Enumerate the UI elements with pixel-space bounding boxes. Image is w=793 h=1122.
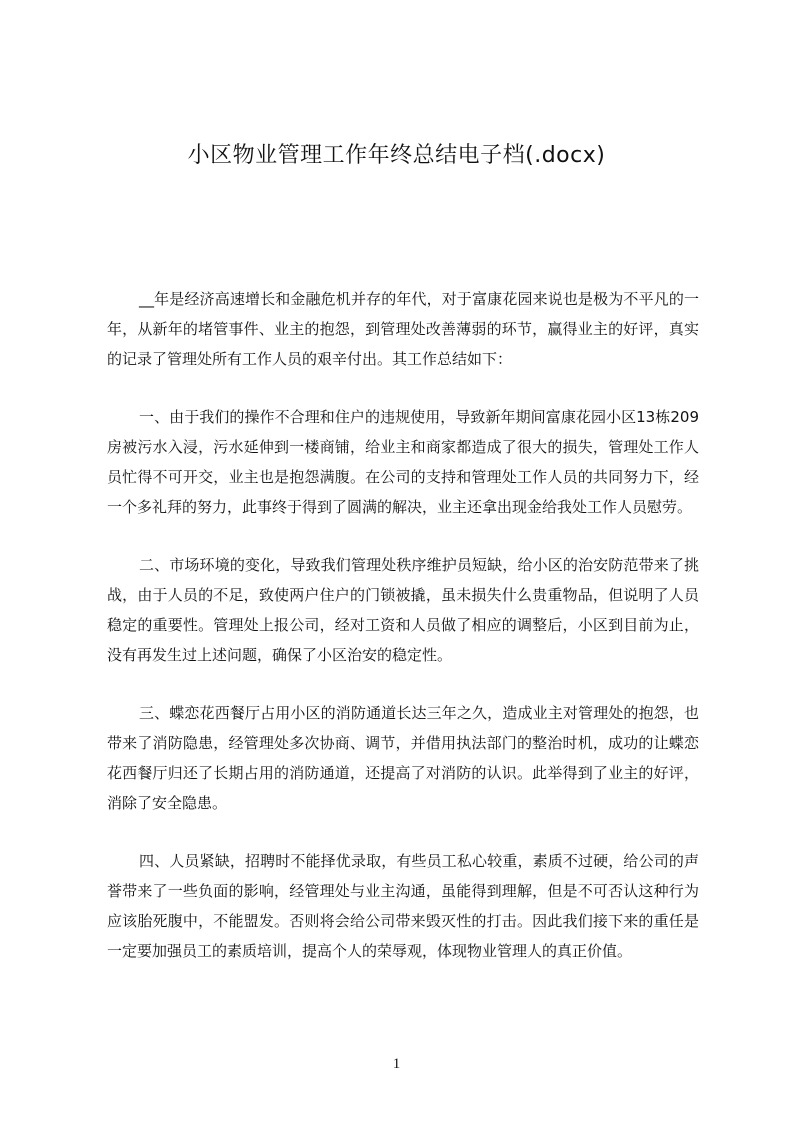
paragraph-item-1: 一、由于我们的操作不合理和住户的违规使用，导致新年期间富康花园小区13栋209房被污水入浸，污水延伸到一楼商铺，给业主和商家都造成了很大的损失，管理处工作人员忙得不可开交，业主也是抱怨满腹。在公司的支持和管理处工作人员的共同努力下，经一个多礼拜的努力，此事终于得到了圆满的解决，业主还拿出现金给我处工作人员慰劳。 (107, 408, 699, 516)
paragraph-item-2: 二、市场环境的变化，导致我们管理处秩序维护员短缺，给小区的治安防范带来了挑战，由于人员的不足，致使两户住户的门锁被撬，虽未损失什么贵重物品，但说明了人员稳定的重要性。管理处上报公司，经对工资和人员做了相应的调整后，小区到目前为止，没有再发生过上述问题，确保了小区治安的稳定性。 (107, 556, 699, 664)
document-title: 小区物业管理工作年终总结电子档(.docx) (187, 143, 606, 168)
paragraph-item-4: 四、人员紧缺，招聘时不能择优录取，有些员工私心较重，素质不过硬，给公司的声誉带来了一些负面的影响，经管理处与业主沟通，虽能得到理解，但是不可否认这种行为应该胎死腹中，不能盟发。否则将会给公司带来毁灭性的打击。因此我们接下来的重任是一定要加强员工的素质培训，提高个人的荣辱观，体现物业管理人的真正价值。 (107, 852, 699, 960)
document-body (107, 284, 699, 994)
paragraph-intro: __年是经济高速增长和金融危机并存的年代，对于富康花园来说也是极为不平凡的一年，从新年的堵管事件、业主的抱怨，到管理处改善薄弱的环节，赢得业主的好评，真实的记录了管理处所有工作人员的艰辛付出。其工作总结如下： (107, 290, 699, 368)
paragraph-item-3: 三、蝶恋花西餐厅占用小区的消防通道长达三年之久，造成业主对管理处的抱怨，也带来了消防隐患，经管理处多次协商、调节，并借用执法部门的整治时机，成功的让蝶恋花西餐厅归还了长期占用的消防通道，还提高了对消防的认识。此举得到了业主的好评，消除了安全隐患。 (107, 704, 699, 812)
page-number: 1 (392, 1056, 401, 1072)
